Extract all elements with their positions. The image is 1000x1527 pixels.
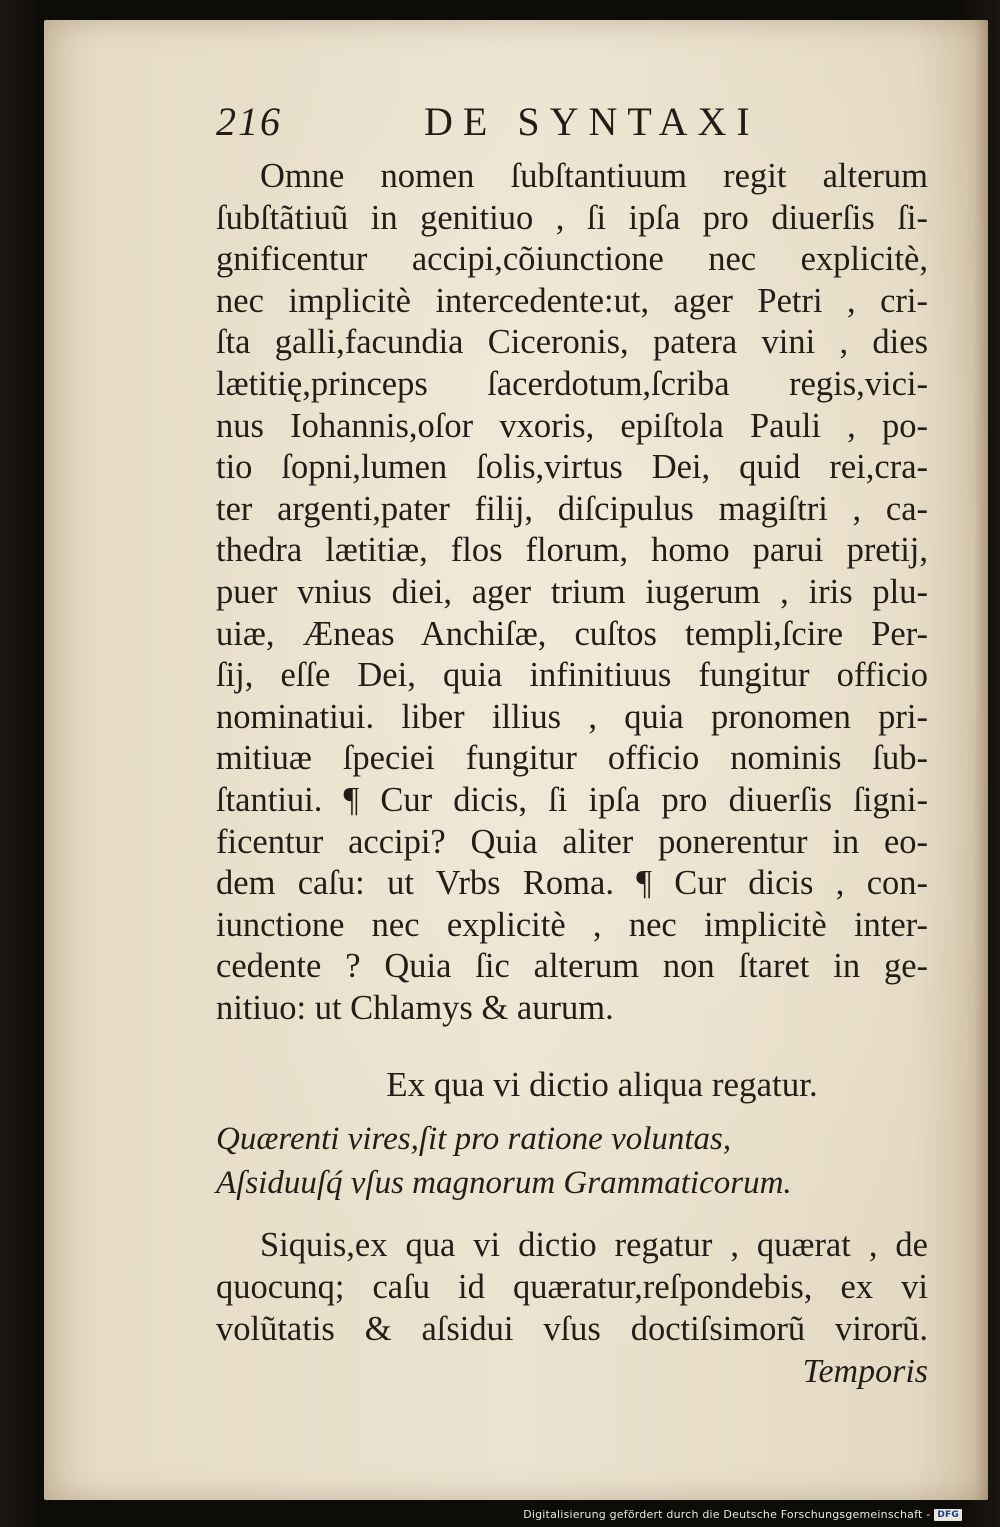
text-line: ſtantiui. ¶ Cur dicis, ſi ipſa pro diuerſis ſigni- bbox=[216, 780, 928, 819]
text-line: nitiuo: ut Chlamys & aurum. bbox=[216, 988, 614, 1027]
verse bbox=[216, 1117, 928, 1205]
page-edge-shadow bbox=[974, 20, 988, 1500]
text-line: iunctione nec explicitè , nec implicitè inter- bbox=[216, 905, 928, 944]
text-line: thedra lætitiæ, flos florum, homo parui pretij, bbox=[216, 531, 928, 570]
digitization-credit bbox=[523, 1508, 962, 1521]
text-line: gnificentur accipi,cõiunctione nec explicitè, bbox=[216, 240, 928, 279]
text-line: nus Iohannis,oſor vxoris, epiſtola Pauli , po- bbox=[216, 406, 928, 445]
text-line: dem caſu: ut Vrbs Roma. ¶ Cur dicis , con- bbox=[216, 864, 928, 903]
text-line: uiæ, Æneas Anchiſæ, cuſtos templi,ſcire Per- bbox=[216, 614, 928, 653]
text-line: cedente ? Quia ſic alterum non ſtaret in ge- bbox=[216, 947, 928, 986]
text-line: mitiuæ ſpeciei fungitur officio nominis ſub- bbox=[216, 739, 928, 778]
running-head bbox=[216, 98, 928, 156]
text-block bbox=[216, 98, 928, 1394]
text-line: ficentur accipi? Quia aliter ponerentur in eo- bbox=[216, 822, 928, 861]
text-line: nominatiui. liber illius , quia pronomen pri- bbox=[216, 697, 928, 736]
credit-text: Digitalisierung gefördert durch die Deutsche Forschungsgemeinschaft - bbox=[523, 1508, 931, 1521]
text-line: lætitię,princeps ſacerdotum,ſcriba regis,vici- bbox=[216, 364, 928, 403]
paragraph-1 bbox=[216, 156, 928, 1029]
section-heading: Ex qua vi dictio aliqua regatur. bbox=[386, 1065, 818, 1105]
page-number: 216 bbox=[216, 99, 282, 144]
text-line: Omne nomen ſubſtantiuum regit alterum bbox=[260, 157, 928, 195]
text-line: ter argenti,pater filij, diſcipulus magiſtri , ca- bbox=[216, 489, 928, 528]
dfg-logo-icon: DFG bbox=[934, 1509, 962, 1521]
text-line: tio ſopni,lumen ſolis,virtus Dei, quid rei,cra- bbox=[216, 448, 928, 487]
text-line: quocunq; caſu id quæratur,reſpondebis, ex vi bbox=[216, 1268, 928, 1307]
text-line: nec implicitè intercedente:ut, ager Petri , cri- bbox=[216, 281, 928, 320]
text-line: ſta galli,facundia Ciceronis, patera vini , dies bbox=[216, 323, 928, 362]
book-page bbox=[44, 20, 988, 1500]
text-line: ſubſtãtiuũ in genitiuo , ſi ipſa pro diuerſis ſi- bbox=[216, 198, 928, 237]
verse-line: Quærenti vires,ſit pro ratione voluntas, bbox=[216, 1121, 732, 1158]
text-line: Siquis,ex qua vi dictio regatur , quærat , de bbox=[260, 1226, 928, 1265]
catchword: Temporis bbox=[802, 1353, 928, 1391]
paragraph-2 bbox=[216, 1225, 928, 1350]
text-line: volũtatis & aſsidui vſus doctiſsimorũ virorũ. bbox=[216, 1309, 928, 1348]
verse-line: Aſsiduuſq́ vſus magnorum Grammaticorum. bbox=[216, 1165, 792, 1202]
running-title: DE SYNTAXI bbox=[424, 99, 760, 144]
text-line: puer vnius diei, ager trium iugerum , iris plu- bbox=[216, 572, 928, 611]
text-line: ſij, eſſe Dei, quia infinitiuus fungitur officio bbox=[216, 656, 928, 695]
